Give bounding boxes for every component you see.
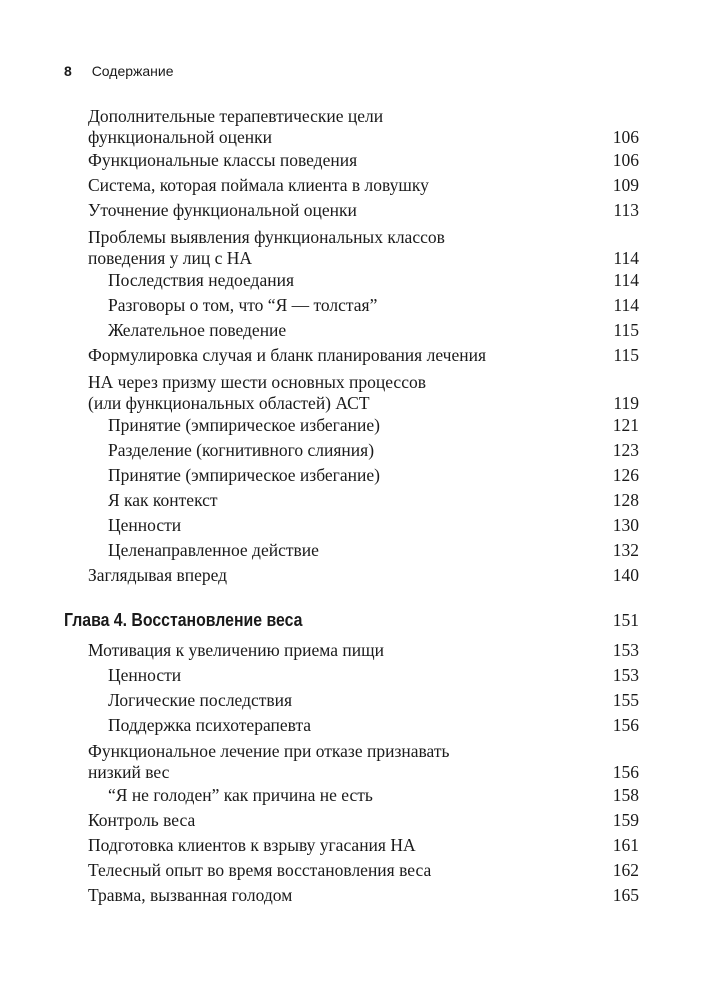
- toc-entry-title-line: Дополнительные терапевтические цели: [88, 106, 384, 126]
- toc-entry-page: 161: [612, 835, 639, 855]
- toc-subentry: [108, 320, 639, 341]
- toc-entry: [88, 106, 639, 148]
- toc-entry-page: 114: [613, 295, 639, 315]
- toc-entry: [88, 565, 639, 586]
- toc-entry-title: Принятие (эмпирическое избегание): [108, 465, 380, 485]
- toc-entry-title: Формулировка случая и бланк планирования лечения: [88, 345, 487, 365]
- toc-entry-title: Логические последствия: [108, 690, 293, 710]
- toc-entry-page: 128: [612, 490, 639, 510]
- toc-entry-title: Ценности: [108, 665, 182, 685]
- toc-entry-page: 113: [613, 200, 639, 220]
- toc-entry-page: 106: [612, 150, 639, 170]
- toc-subentry: [108, 415, 639, 436]
- toc-entry-page: 119: [613, 393, 639, 413]
- toc-entry-title: Мотивация к увеличению приема пищи: [88, 640, 384, 660]
- toc-entry-title: Контроль веса: [88, 810, 196, 830]
- toc-subentry: [108, 785, 639, 806]
- toc-entry-page: 153: [612, 640, 639, 660]
- toc-entry: [88, 372, 639, 414]
- toc-entry-title: Желательное поведение: [108, 320, 287, 340]
- toc-entry-title: Поддержка психотерапевта: [108, 715, 312, 735]
- toc-entry-title: Целенаправленное действие: [108, 540, 319, 560]
- toc-entry-title: Функциональные классы поведения: [88, 150, 358, 170]
- toc-entry-page: 114: [613, 270, 639, 290]
- toc-entry-page: 109: [612, 175, 639, 195]
- toc-entry: [88, 741, 639, 783]
- toc-entry-page: 115: [613, 320, 639, 340]
- toc-chapter-heading: [64, 610, 639, 631]
- toc-entry: [88, 150, 639, 171]
- toc-subentry: [108, 515, 639, 536]
- toc-subentry: [108, 540, 639, 561]
- toc-entry-title-line: поведения у лиц с НА: [88, 248, 253, 268]
- toc-entry: [88, 345, 639, 366]
- toc-entry-page: 151: [612, 610, 639, 630]
- toc-entry-page: 114: [613, 248, 639, 268]
- toc-entry-title-line: Проблемы выявления функциональных классов: [88, 227, 445, 247]
- toc-entry-page: 121: [612, 415, 639, 435]
- toc-entry: [88, 640, 639, 661]
- toc-subentry: [108, 665, 639, 686]
- toc-entry-title: Телесный опыт во время восстановления веса: [88, 860, 432, 880]
- toc-entry-title: Разделение (когнитивного слияния): [108, 440, 375, 460]
- toc-entry-title: Разговоры о том, что “Я — толстая”: [108, 295, 378, 315]
- toc-subentry: [108, 295, 639, 316]
- toc-entry-page: 162: [612, 860, 639, 880]
- toc-entry: [88, 885, 639, 906]
- toc-entry-page: 115: [613, 345, 639, 365]
- toc-subentry: [108, 465, 639, 486]
- toc-entry: [88, 860, 639, 881]
- toc-entry-title: Я как контекст: [108, 490, 218, 510]
- toc-subentry: [108, 490, 639, 511]
- toc-entry-page: 106: [612, 127, 639, 147]
- toc-entry-page: 132: [612, 540, 639, 560]
- toc-entry: [88, 835, 639, 856]
- toc-entry-page: 155: [612, 690, 639, 710]
- toc-entry: [88, 810, 639, 831]
- toc-entry-title-line: Функциональное лечение при отказе признавать: [88, 741, 450, 761]
- toc-entry-page: 140: [612, 565, 639, 585]
- toc-subentry: [108, 690, 639, 711]
- toc-entry-title-line: низкий вес: [88, 762, 170, 782]
- toc-entry-title: Последствия недоедания: [108, 270, 294, 290]
- toc-entry-page: 159: [612, 810, 639, 830]
- toc-entry-title: “Я не голоден” как причина не есть: [108, 785, 373, 805]
- toc-subentry: [108, 440, 639, 461]
- toc-entry-page: 123: [612, 440, 639, 460]
- toc-entry-page: 153: [612, 665, 639, 685]
- toc-entry-title-line: (или функциональных областей) АСТ: [88, 393, 370, 413]
- toc-entry-title: Подготовка клиентов к взрыву угасания НА: [88, 835, 416, 855]
- toc-entry-page: 158: [612, 785, 639, 805]
- toc-entry-title: Уточнение функциональной оценки: [88, 200, 357, 220]
- toc-entry-page: 130: [612, 515, 639, 535]
- toc-entry-page: 156: [612, 762, 639, 782]
- section-title: Содержание: [91, 63, 174, 79]
- toc-subentry: [108, 715, 639, 736]
- toc-entry-title: Ценности: [108, 515, 182, 535]
- toc-entry-page: 156: [612, 715, 639, 735]
- toc-entry: [88, 175, 639, 196]
- toc-subentry: [108, 270, 639, 291]
- toc-entry-title: Принятие (эмпирическое избегание): [108, 415, 380, 435]
- chapter-title: Глава 4. Восстановление веса: [64, 610, 303, 630]
- toc-entry-title-line: НА через призму шести основных процессов: [88, 372, 426, 392]
- toc-entry-page: 126: [612, 465, 639, 485]
- toc-entry-title: Заглядывая вперед: [88, 565, 228, 585]
- toc-entry-title: Травма, вызванная голодом: [88, 885, 293, 905]
- toc-entry: [88, 227, 639, 269]
- toc-entry-title: Система, которая поймала клиента в ловушку: [88, 175, 429, 195]
- toc-entry-page: 165: [612, 885, 639, 905]
- toc-entry: [88, 200, 639, 221]
- page-number: 8: [64, 63, 72, 79]
- toc-entry-title-line: функциональной оценки: [88, 127, 272, 147]
